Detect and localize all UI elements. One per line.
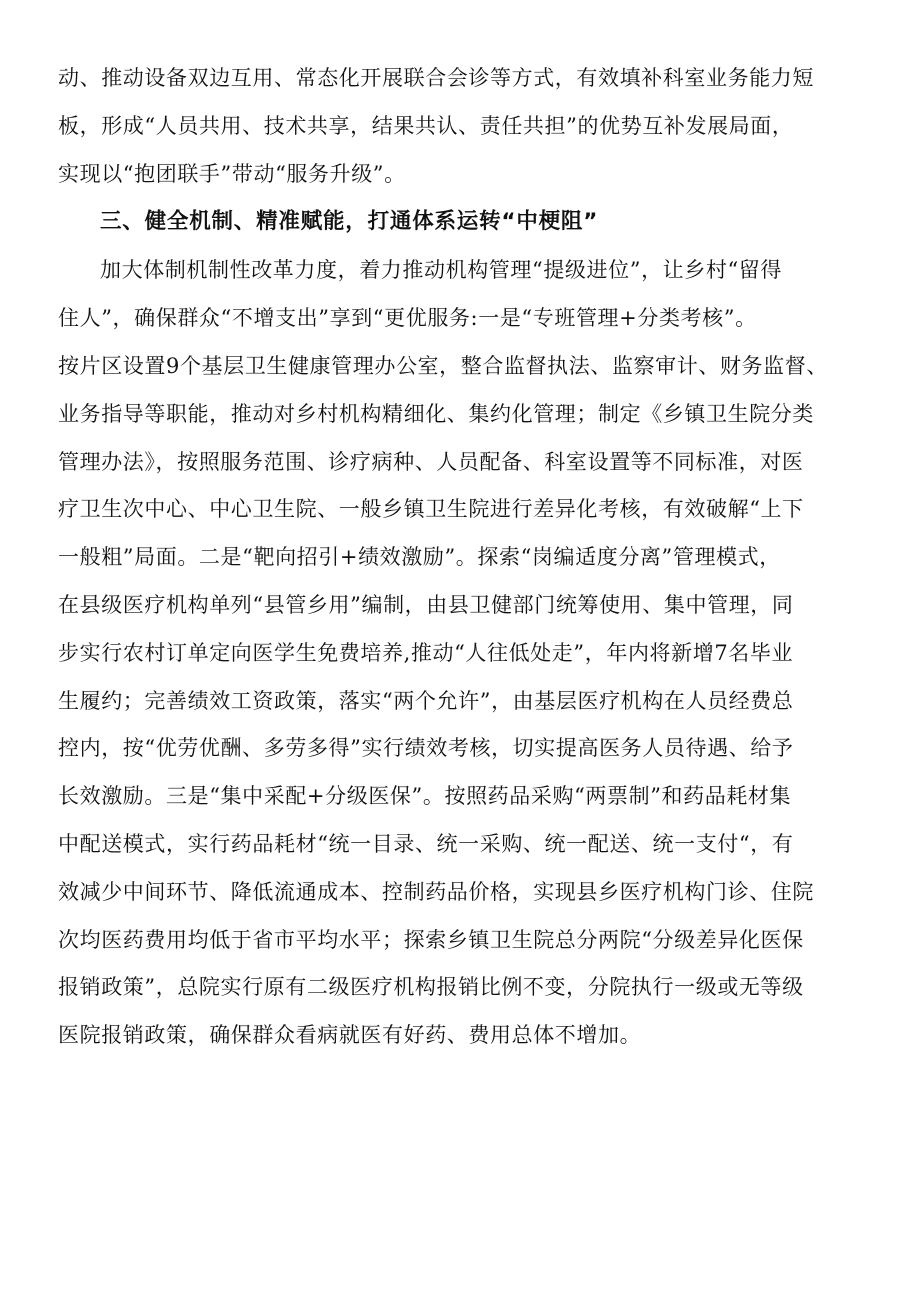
body-text-line: 疗卫生次中心、中心卫生院、一般乡镇卫生院进行差异化考核，有效破解“上下	[58, 497, 804, 522]
body-text-line: 控内，按“优劳优酬、多劳多得”实行绩效考核，切实提高医务人员待遇、给予	[58, 736, 794, 761]
body-text-line: 业务指导等职能，推动对乡村机构精细化、集约化管理；制定《乡镇卫生院分类	[58, 401, 814, 426]
section-heading: 三、健全机制、精准赋能，打通体系运转“中梗阻”	[100, 209, 599, 235]
body-text-line: 住人”，确保群众“不增支出”享到“更优服务:一是“专班管理+分类考核”。	[58, 306, 757, 331]
body-text-line: 管理办法》，按照服务范围、诊疗病种、人员配备、科室设置等不同标准，对医	[58, 449, 804, 474]
body-text-line: 加大体制机制性改革力度，着力推动机构管理“提级进位”，让乡村“留得	[100, 258, 783, 283]
body-text-line: 长效激励。三是“集中采配+分级医保”。按照药品采购“两票制”和药品耗材集	[58, 784, 792, 809]
body-text-line: 中配送模式，实行药品耗材“统一目录、统一采购、统一配送、统一支付“，有	[58, 831, 794, 856]
body-text-line: 板，形成“人员共用、技术共享，结果共认、责任共担”的优势互补发展局面，	[58, 113, 794, 138]
body-text-line: 按片区设置9个基层卫生健康管理办公室，整合监督执法、监察审计、财务监督、	[58, 353, 828, 378]
body-text-line: 次均医药费用均低于省市平均水平；探索乡镇卫生院总分两院“分级差异化医保	[58, 927, 804, 952]
body-text-line: 动、推动设备双边互用、常态化开展联合会诊等方式，有效填补科室业务能力短	[58, 66, 814, 90]
body-text-line: 生履约；完善绩效工资政策，落实“两个允许”，由基层医疗机构在人员经费总	[58, 688, 794, 713]
body-text-line: 实现以“抱团联手”带动“服务升级”。	[58, 161, 406, 186]
body-text-line: 步实行农村订单定向医学生免费培养,推动“人往低处走”，年内将新增7名毕业	[58, 640, 794, 665]
body-text-line: 在县级医疗机构单列“县管乡用”编制，由县卫健部门统筹使用、集中管理，同	[58, 592, 794, 617]
body-text-line: 效减少中间环节、降低流通成本、控制药品价格，实现县乡医疗机构门诊、住院	[58, 879, 814, 904]
body-text-line: 报销政策”，总院实行原有二级医疗机构报销比例不变，分院执行一级或无等级	[58, 975, 804, 1000]
body-text-line: 医院报销政策，确保群众看病就医有好药、费用总体不增加。	[58, 1023, 642, 1048]
document-body	[58, 60, 878, 1065]
body-text-line: 一般粗”局面。二是“靶向招引+绩效激励”。探索“岗编适度分离”管理模式，	[58, 545, 781, 570]
